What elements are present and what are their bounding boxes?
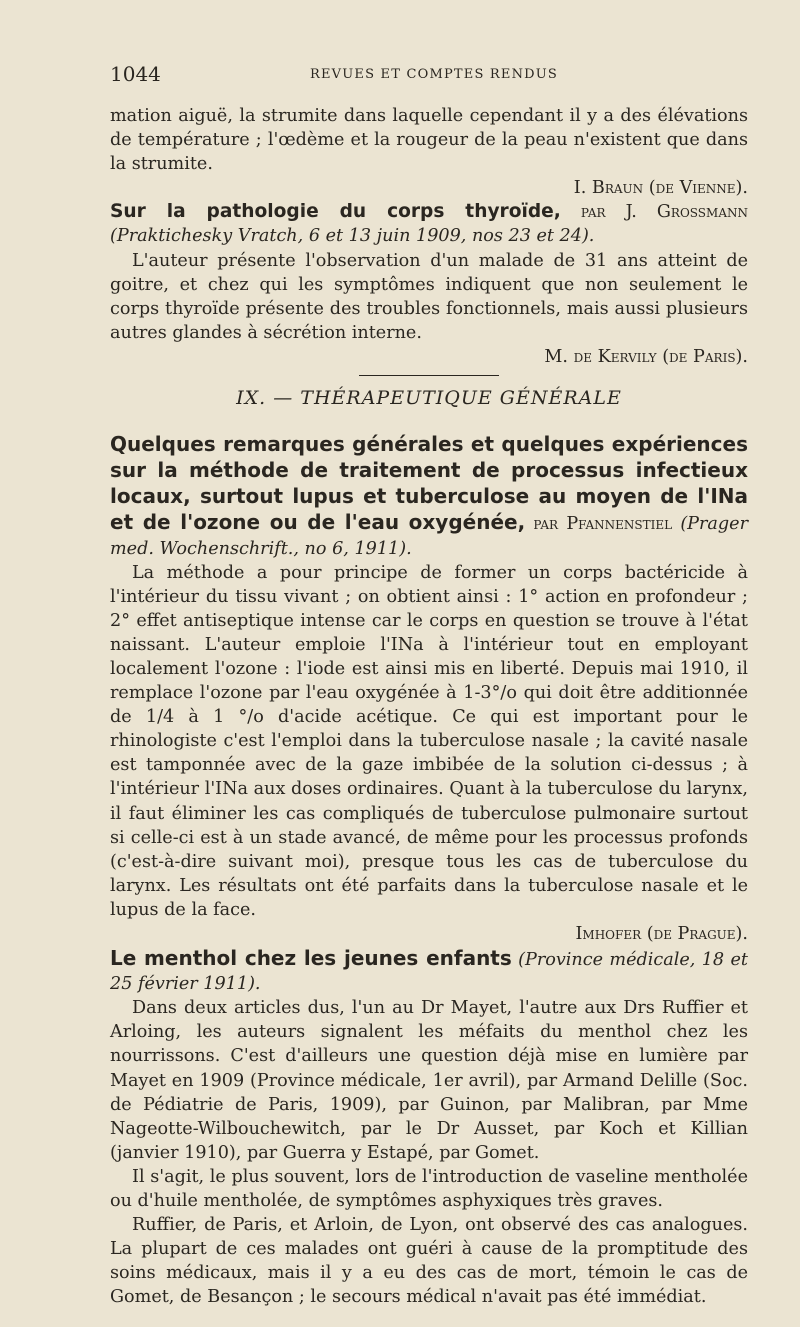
- section-divider: [359, 375, 499, 376]
- article-paragraph: La méthode a pour principe de former un corps bactéricide à l'intérieur du tissu vivant ; on obtient ainsi : 1° action en profondeur ; 2° effet antiseptique intense car le corps en question se trouve à l'état naissant. L'auteur emploie l'INa à l'intérieur tout en employant localement l'ozone : l'iode est ainsi mis en liberté. Depuis mai 1910, il remplace l'ozone par l'eau oxygénée à 1-3°/o qui doit être additionnée de 1/4 à 1 °/o d'acide acétique. Ce qui est important pour le rhinologiste c'est l'emploi dans la tuberculose nasale ; la cavité nasale est tamponnée avec de la gaze imbibée de la solution ci-dessus ; à l'intérieur l'INa aux doses ordinaires. Quant à la tuberculose du larynx, il faut éliminer les cas compliqués de tuberculose pulmonaire surtout si celle-ci est à un stade avancé, de même pour les processus profonds (c'est-à-dire suivant moi), presque tous les cas de tuberculose du larynx. Les résultats ont été parfaits dans la tuberculose nasale et le lupus de la face.: [110, 562, 748, 920]
- paragraph-continued: mation aiguë, la strumite dans laquelle cependant il y a des élévations de température ; l'œdème et la rougeur de la peau n'existent que dans la strumite.: [110, 106, 748, 175]
- article-paragraph: L'auteur présente l'observation d'un malade de 31 ans atteint de goitre, et chez qui les symptômes indiquent que non seulement le corps thyroïde présente des troubles fonctionnels, mais aussi plusieurs autres glandes à sécrétion interne.: [110, 250, 748, 343]
- article-paragraph: Il s'agit, le plus souvent, lors de l'introduction de vaseline mentholée ou d'huile mentholée, de symptômes asphyxiques très graves.: [110, 1166, 748, 1212]
- article-heading-menthol: [110, 946, 748, 996]
- signature-kervily: M. de Kervily (de Paris).: [544, 346, 748, 367]
- article-reference: (Praktichesky Vratch, 6 et 13 juin 1909, nos 23 et 24).: [110, 226, 595, 247]
- article-author: par J. Grossmann: [560, 202, 748, 223]
- article-author: par Pfannenstiel: [525, 514, 673, 535]
- article-paragraph: Dans deux articles dus, l'un au Dr Mayet, l'autre aux Drs Ruffier et Arloing, les auteurs signalent les méfaits du menthol chez les nourrissons. C'est d'ailleurs une question déjà mise en lumière par Mayet en 1909 (Province médicale, 1er avril), par Armand Delille (Soc. de Pédiatrie de Paris, 1909), par Guinon, par Malibran, par Mme Nageotte-Wilbouchewitch, par le Dr Ausset, par Koch et Killian (janvier 1910), par Guerra y Estapé, par Gomet.: [110, 998, 748, 1163]
- signature-braun: I. Braun (de Vienne).: [573, 178, 748, 199]
- section-heading: IX. — THÉRAPEUTIQUE GÉNÉRALE: [236, 387, 622, 410]
- article-title: Sur la pathologie du corps thyroïde,: [110, 201, 561, 223]
- article-paragraph: Ruffier, de Paris, et Arloin, de Lyon, ont observé des cas analogues. La plupart de ces malades ont guéri à cause de la promptitude des soins médicaux, mais il y a eu des cas de mort, témoin le cas de Gomet, de Besançon ; le secours médical n'avait pas été immédiat.: [110, 1215, 748, 1308]
- article-body: [110, 104, 748, 1310]
- spacer: [110, 410, 748, 432]
- signature-imhofer: Imhofer (de Prague).: [575, 924, 748, 944]
- article-reference: (Province médicale, 18 et 25 février 1911).: [110, 950, 748, 995]
- article-reference: (Prager med. Wochenschrift., no 6, 1911).: [110, 514, 748, 559]
- page-header: [110, 62, 748, 88]
- article-title: Le menthol chez les jeunes enfants: [110, 946, 512, 971]
- page-number: 1044: [110, 62, 161, 86]
- article-title: Quelques remarques générales et quelques expériences sur la méthode de traitement de processus infectieux locaux, surtout lupus et tuberculose au moyen de l'INa et de l'ozone ou de l'eau oxygénée,: [110, 432, 748, 535]
- article-heading-thyroide: [110, 200, 748, 248]
- running-title: REVUES ET COMPTES RENDUS: [310, 67, 559, 82]
- article-heading-ina: [110, 432, 748, 560]
